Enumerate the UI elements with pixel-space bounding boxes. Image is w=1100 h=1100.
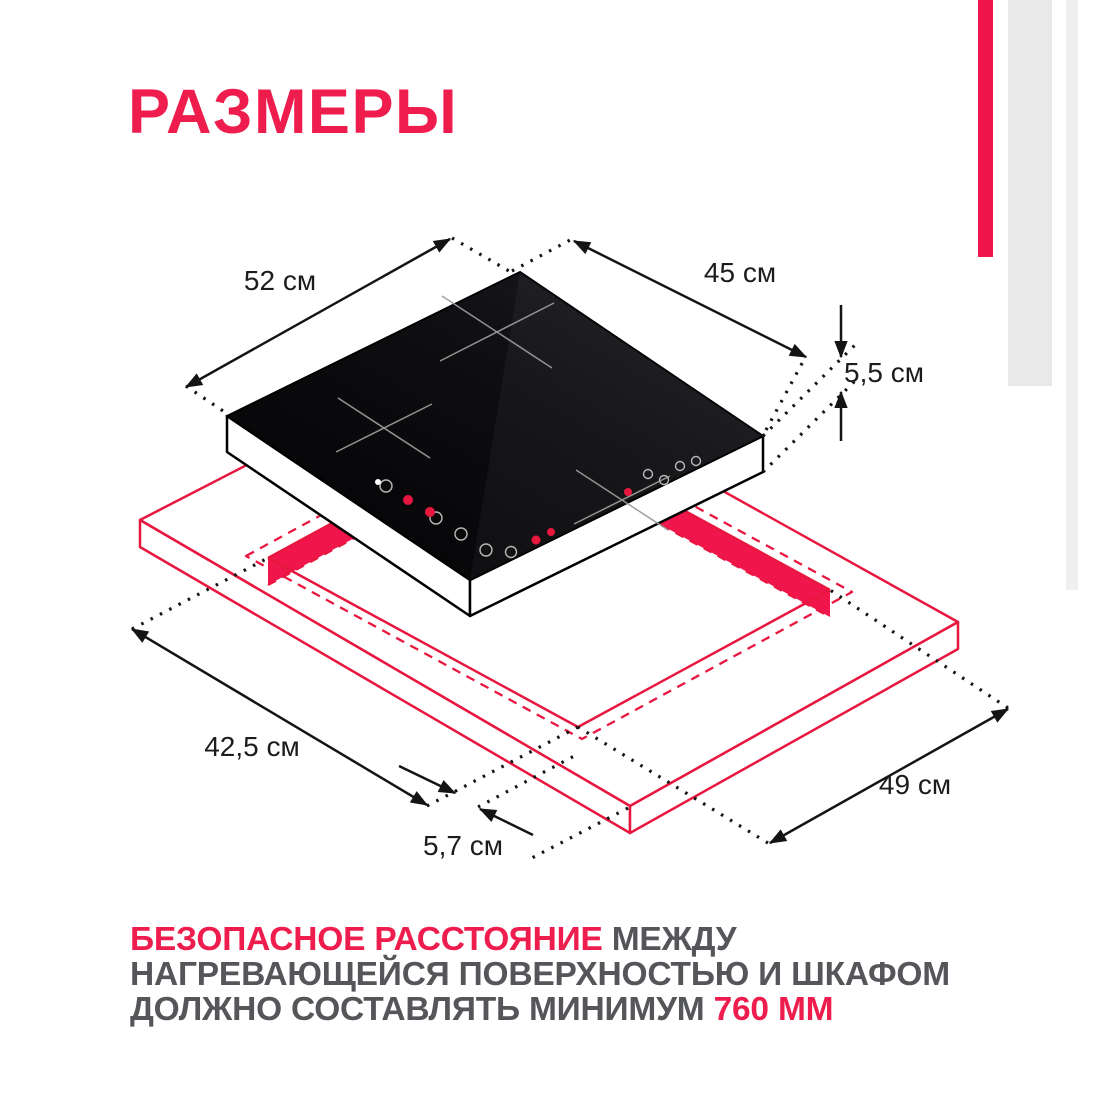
safety-note-line2: НАГРЕВАЮЩЕЙСЯ ПОВЕРХНОСТЬЮ И ШКАФОМ xyxy=(130,956,950,993)
dim-label-hob-height: 5,5 см xyxy=(844,357,924,388)
dim-label-hob-depth: 45 см xyxy=(703,257,777,288)
safety-note-line3-start: ДОЛЖНО СОСТАВЛЯТЬ МИНИМУМ xyxy=(130,991,714,1028)
safety-note-highlight-start: БЕЗОПАСНОЕ РАССТОЯНИЕ xyxy=(130,921,603,958)
dim-label-cutout-width: 42,5 см xyxy=(204,731,300,762)
dim-label-cutout-depth: 49 см xyxy=(878,769,952,800)
safety-note-highlight-end: 760 ММ xyxy=(713,991,834,1028)
safety-note xyxy=(130,922,970,1027)
safety-note-line1-rest: МЕЖДУ xyxy=(602,921,737,958)
dim-label-hob-width: 52 см xyxy=(243,265,317,296)
dim-label-front-margin: 5,7 см xyxy=(423,830,503,861)
page-title: РАЗМЕРЫ xyxy=(128,77,459,147)
